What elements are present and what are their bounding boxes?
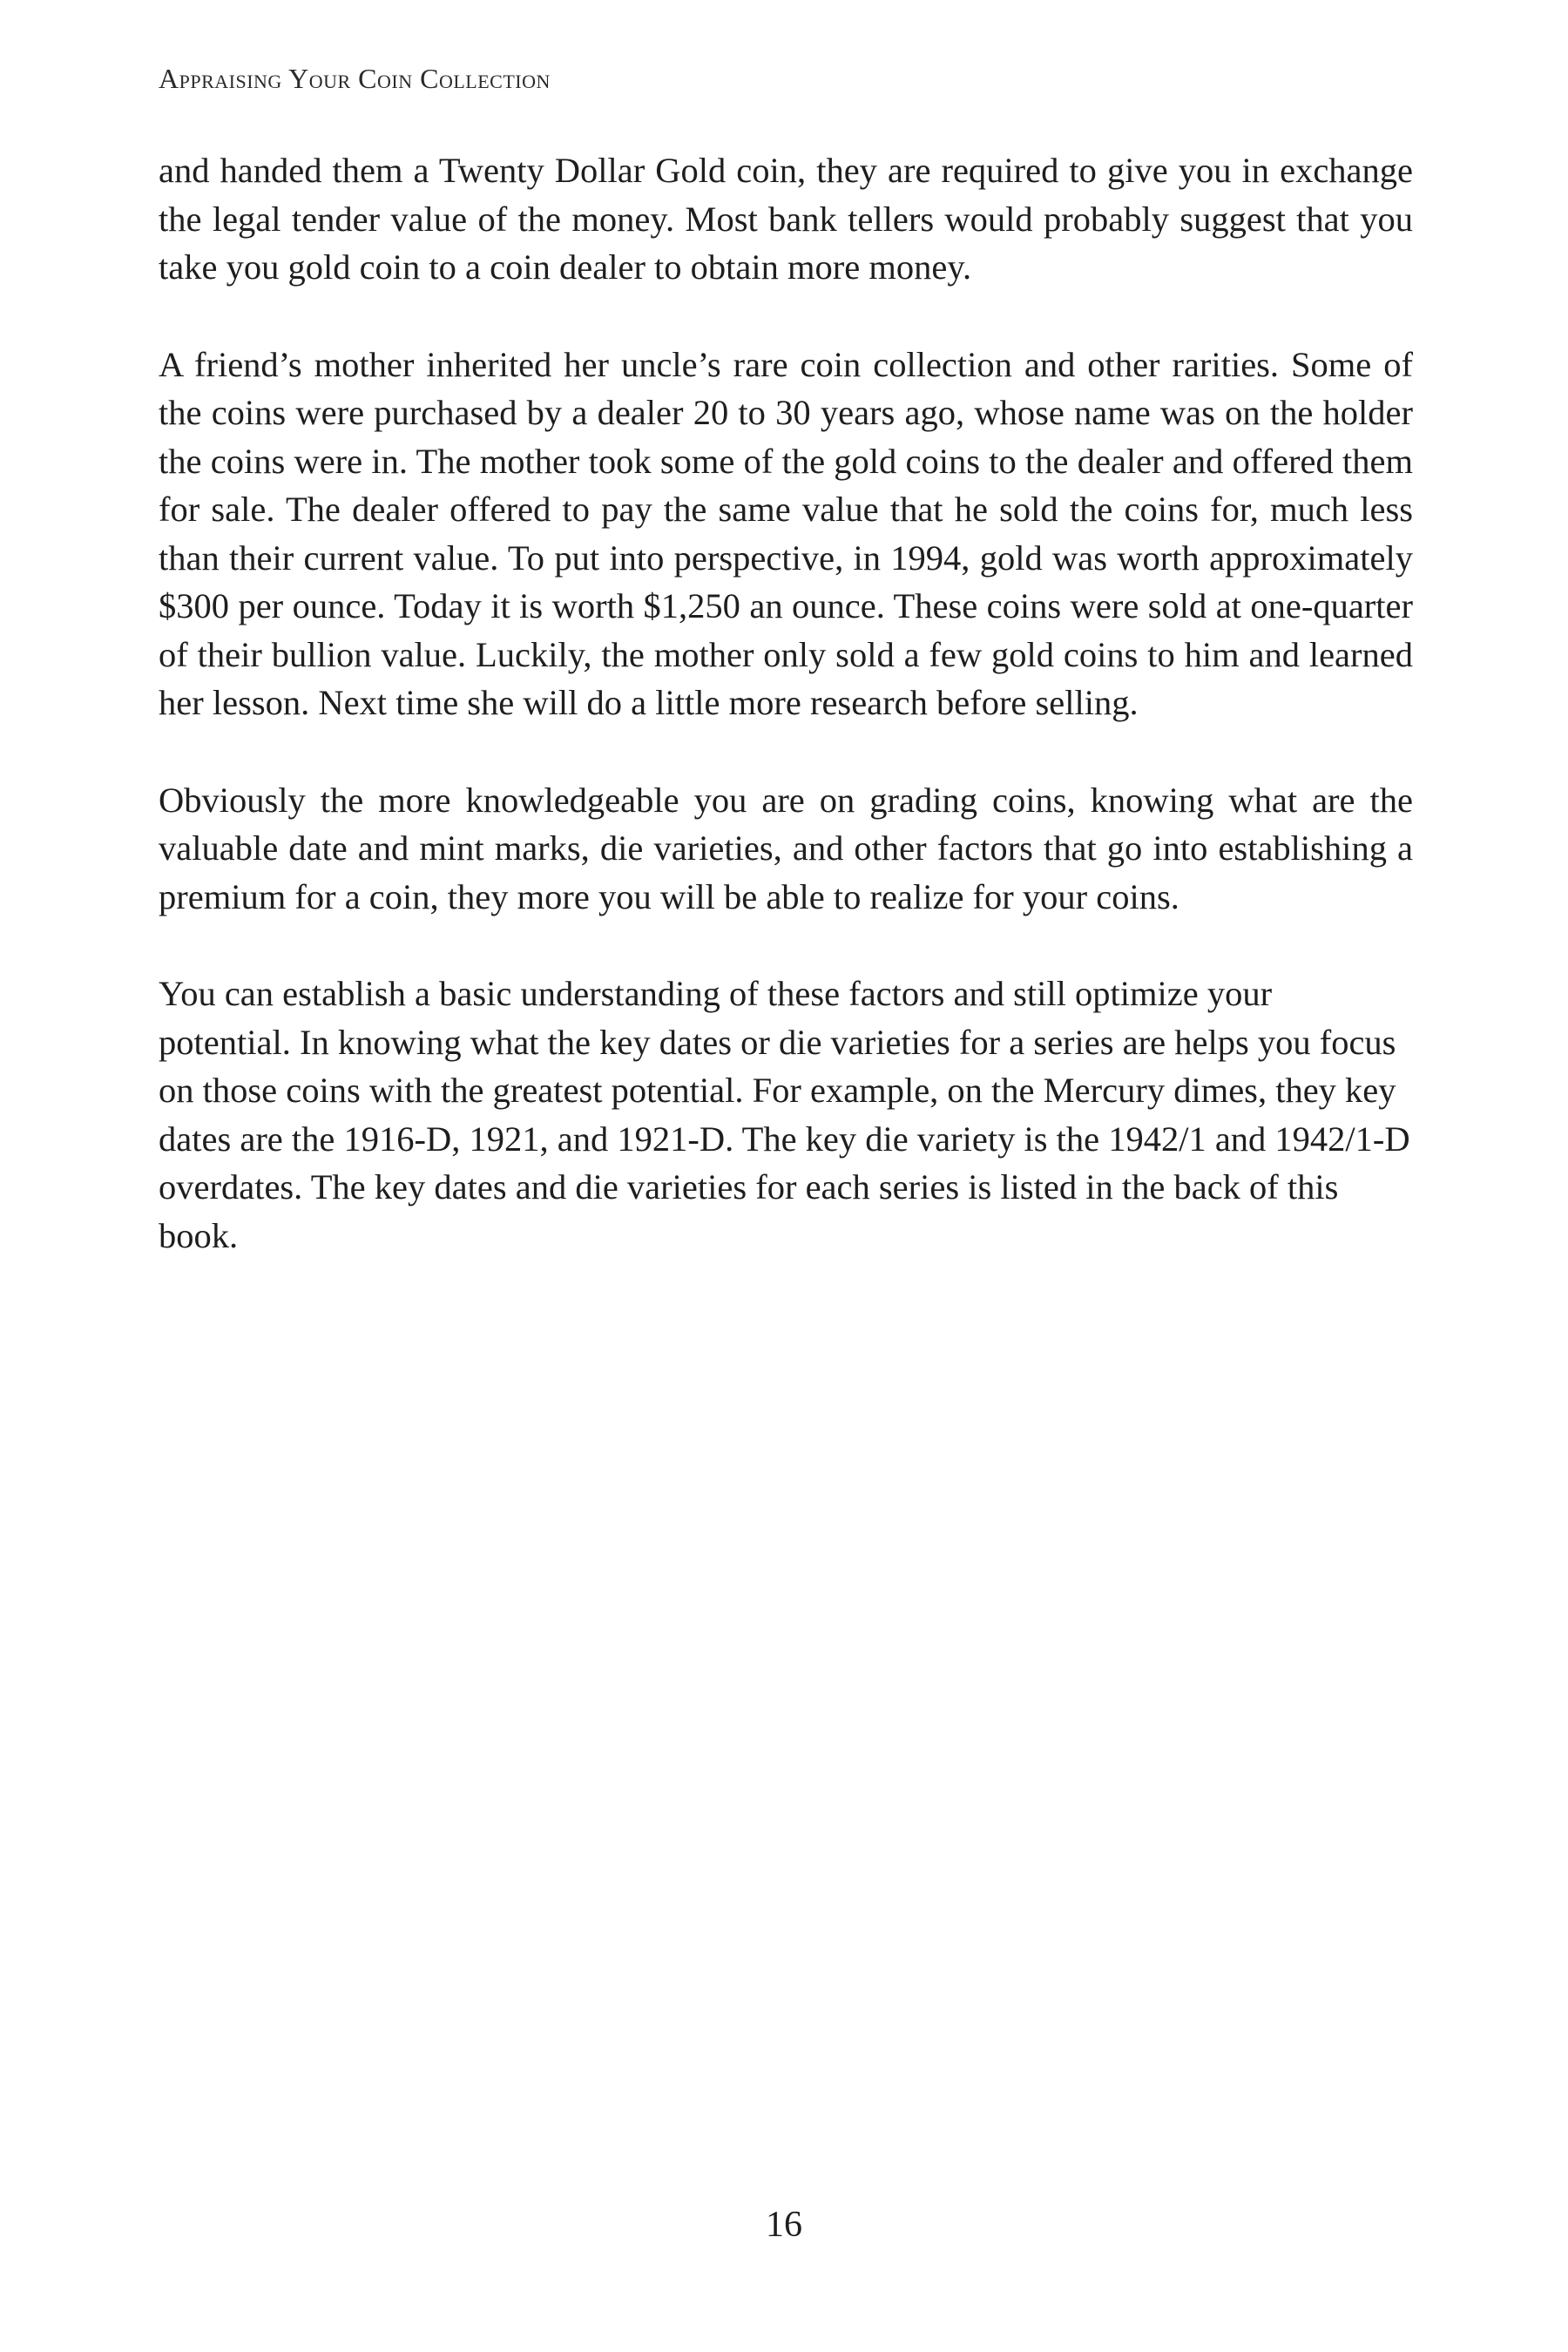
page-number: 16 [766, 2205, 802, 2245]
running-header: Appraising Your Coin Collection [159, 63, 551, 94]
paragraph-2: A friend’s mother inherited her uncle’s rare coin collection and other rarities. Some of the coins were purchased by a dealer 20 to 30 years ago, whose name was on the holder the coins were in. The mother took some of the gold coins to the dealer and offered them for sale. The dealer offered to pay the same value that he sold the coins for, much less than their current value. To put into perspective, in 1994, gold was worth approximately $300 per ounce. Today it is worth $1,250 an ounce. These coins were sold at one-quarter of their bullion value. Luckily, the mother only sold a few gold coins to him and learned her lesson. Next time she will do a little more research before selling. [159, 344, 1413, 722]
paragraph-1: and handed them a Twenty Dollar Gold coin, they are required to give you in exchange the legal tender value of the money. Most bank tellers would probably suggest that you take you gold coin to a coin dealer to obtain more money. [159, 151, 1413, 287]
paragraph-3: Obviously the more knowledgeable you are on grading coins, knowing what are the valuable date and mint marks, die varieties, and other factors that go into establishing a premium for a coin, they more you will be able to realize for your coins. [159, 780, 1413, 916]
body-text [159, 146, 1413, 1308]
paragraph-4: You can establish a basic understanding of these factors and still optimize your potential. In knowing what the key dates or die varieties for a series are helps you focus on those coins with the greatest potential. For example, on the Mercury dimes, they key dates are the 1916-D, 1921, and 1921-D. The key die variety is the 1942/1 and 1942/1-D overdates. The key dates and die varieties for each series is listed in the back of this book. [159, 974, 1410, 1255]
